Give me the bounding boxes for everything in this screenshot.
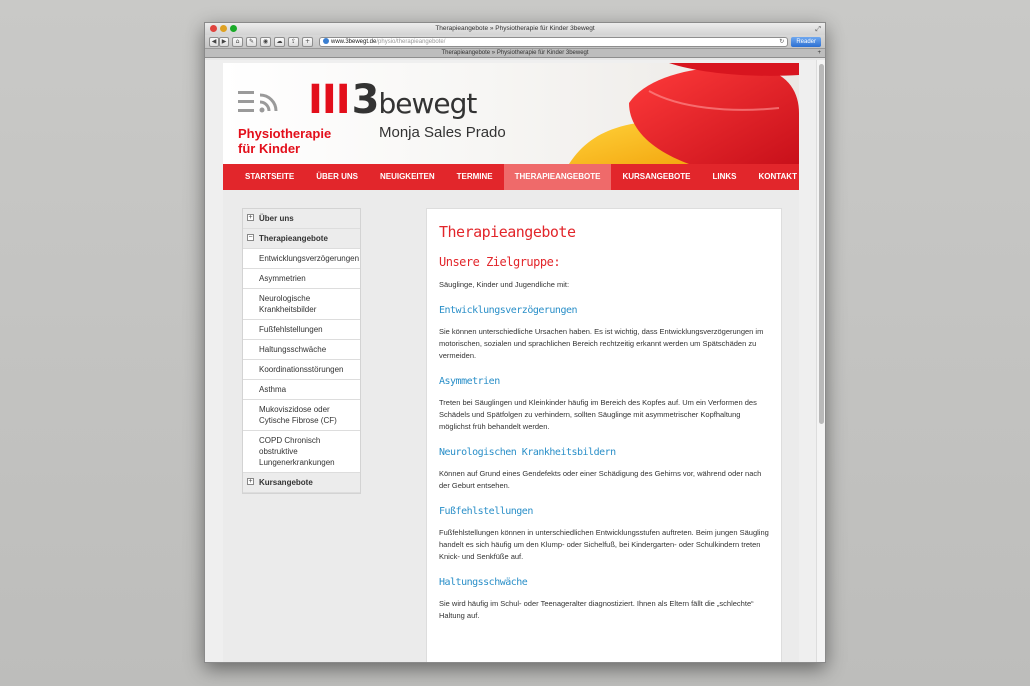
window-controls — [210, 25, 237, 32]
scrollbar-thumb[interactable] — [819, 64, 824, 424]
section-heading: Asymmetrien — [439, 376, 500, 387]
browser-window — [204, 22, 826, 663]
main-nav — [223, 164, 799, 190]
section-heading: Fußfehlstellungen — [439, 506, 533, 517]
owner-name: Monja Sales Prado — [379, 124, 506, 141]
sidebar-sub-entwicklungsverzoegerungen[interactable]: Entwicklungsverzögerungen — [243, 249, 360, 269]
logo-red-bars: III — [308, 77, 350, 123]
tab-active[interactable]: Therapieangebote » Physiotherapie für Kinder 3bewegt — [441, 50, 589, 56]
sidebar-sub-neurologische[interactable]: Neurologische Krankheitsbilder — [243, 289, 360, 320]
section-text: Sie können unterschiedliche Ursachen haben. Es ist wichtig, dass Entwicklungsverzögerungen im motorischen, sozialen und sprachlichen Bereich rechtzeitig erkannt werden um Spätschäden zu vermeiden. — [439, 327, 764, 360]
nav-links[interactable]: LINKS — [712, 172, 737, 181]
zoom-window-button[interactable] — [230, 25, 237, 32]
nav-kontakt[interactable]: KONTAKT — [758, 172, 797, 181]
section-text: Können auf Grund eines Gendefekts oder einer Schädigung des Gehirns vor, während oder nach der Geburt entsehen. — [439, 469, 762, 490]
section-heading: Neurologischen Krankheitsbildern — [439, 447, 616, 458]
shield-icon[interactable]: ◉ — [260, 37, 271, 47]
sidebar-menu — [242, 208, 361, 494]
website — [223, 63, 799, 663]
page-scrollbar[interactable] — [816, 60, 825, 663]
section-heading: Entwicklungsverzögerungen — [439, 305, 578, 316]
nav-startseite[interactable]: STARTSEITE — [245, 172, 295, 181]
intro-text: Säuglinge, Kinder und Jugendliche mit: — [439, 280, 570, 289]
browser-toolbar — [205, 35, 825, 49]
url-path: /physio/therapieangebote/ — [376, 38, 446, 45]
window-title: Therapieangebote » Physiotherapie für Kinder 3bewegt — [435, 25, 595, 32]
logo-word: bewegt — [378, 87, 477, 120]
sidebar-item-label: Kursangebote — [259, 478, 313, 487]
site-header — [223, 63, 799, 164]
url-host: www.3bewegt.de — [331, 38, 377, 45]
nav-kursangebote[interactable]: KURSANGEBOTE — [622, 172, 691, 181]
page-title: Therapieangebote — [439, 223, 576, 241]
pillows-image — [529, 63, 799, 164]
page-body — [223, 190, 799, 663]
sidebar-sub-haltungsschwaeche[interactable]: Haltungsschwäche — [243, 340, 360, 360]
share-icon[interactable]: ⇪ — [288, 37, 299, 47]
sidebar-item-label: Über uns — [259, 214, 294, 223]
sidebar-item-label: Therapieangebote — [259, 234, 328, 243]
section-subtitle: Unsere Zielgruppe: — [439, 255, 561, 269]
page-viewport — [205, 60, 825, 663]
forward-button[interactable]: ▶ — [219, 37, 229, 47]
sidebar-sub-koordinationsstoerungen[interactable]: Koordinationsstörungen — [243, 360, 360, 380]
nav-neuigkeiten[interactable]: NEUIGKEITEN — [379, 172, 435, 181]
bookmarks-icon[interactable]: ✎ — [246, 37, 257, 47]
logo-signal-icon — [238, 89, 308, 117]
section-text: Sie wird häufig im Schul- oder Teenageralter diagnostiziert. Ihnen als Eltern fällt die „schlechte“ Haltung auf. — [439, 599, 754, 620]
sidebar-item-therapieangebote[interactable] — [243, 229, 360, 249]
collapse-icon[interactable]: − — [248, 234, 253, 241]
reader-button[interactable]: Reader — [791, 37, 821, 47]
section-text: Fußfehlstellungen können in unterschiedlichen Entwicklungsstufen auftreten. Beim jungen Säugling handelt es sich häufig um den Klump- oder Sichelfuß, bei Kindergarten- oder Schulkindern treten Knick- und Senkfüße auf. — [439, 528, 769, 561]
add-icon[interactable]: + — [302, 37, 313, 47]
site-tagline — [238, 126, 331, 156]
new-tab-icon[interactable]: + — [817, 50, 821, 56]
fullscreen-icon[interactable]: ⤢ — [815, 26, 821, 33]
reload-icon[interactable]: ↻ — [779, 38, 785, 45]
close-window-button[interactable] — [210, 25, 217, 32]
tagline-line1: Physiotherapie — [238, 126, 332, 141]
globe-icon — [323, 38, 329, 44]
home-icon[interactable]: ⌂ — [232, 37, 243, 47]
logo-digit: 3 — [351, 77, 379, 123]
sidebar-sub-copd[interactable]: COPD Chronisch obstruktive Lungenerkrankungen — [243, 431, 360, 473]
cloud-icon[interactable]: ☁ — [274, 37, 285, 47]
sidebar-sub-mukoviszidose[interactable]: Mukoviszidose oder Cytische Fibrose (CF) — [243, 400, 360, 431]
sidebar-item-ueber-uns[interactable] — [243, 209, 360, 229]
expand-icon[interactable]: + — [248, 214, 253, 221]
sidebar-sub-fussfehlstellungen[interactable]: Fußfehlstellungen — [243, 320, 360, 340]
back-button[interactable]: ◀ — [209, 37, 219, 47]
tab-bar — [205, 49, 825, 58]
sidebar-item-kursangebote[interactable] — [243, 473, 360, 493]
sidebar-sub-asymmetrien[interactable]: Asymmetrien — [243, 269, 360, 289]
site-logo[interactable] — [308, 77, 476, 123]
section-heading: Haltungsschwäche — [439, 577, 528, 588]
nav-therapieangebote[interactable]: THERAPIEANGEBOTE — [504, 164, 612, 190]
main-content — [426, 208, 782, 663]
sidebar-sub-asthma[interactable]: Asthma — [243, 380, 360, 400]
address-bar[interactable] — [319, 37, 788, 47]
section-text: Treten bei Säuglingen und Kleinkinder häufig im Bereich des Kopfes auf. Um ein Verformen des Schädels und Spätfolgen zu verhindern, sollten Säuglinge mit asymmetrischer Kopfhaltung möglichst früh behandelt werden. — [439, 398, 757, 431]
expand-icon[interactable]: + — [248, 478, 253, 485]
nav-ueber-uns[interactable]: ÜBER UNS — [316, 172, 358, 181]
tagline-line2: für Kinder — [238, 141, 301, 156]
window-titlebar — [205, 23, 825, 35]
nav-termine[interactable]: TERMINE — [456, 172, 493, 181]
minimize-window-button[interactable] — [220, 25, 227, 32]
